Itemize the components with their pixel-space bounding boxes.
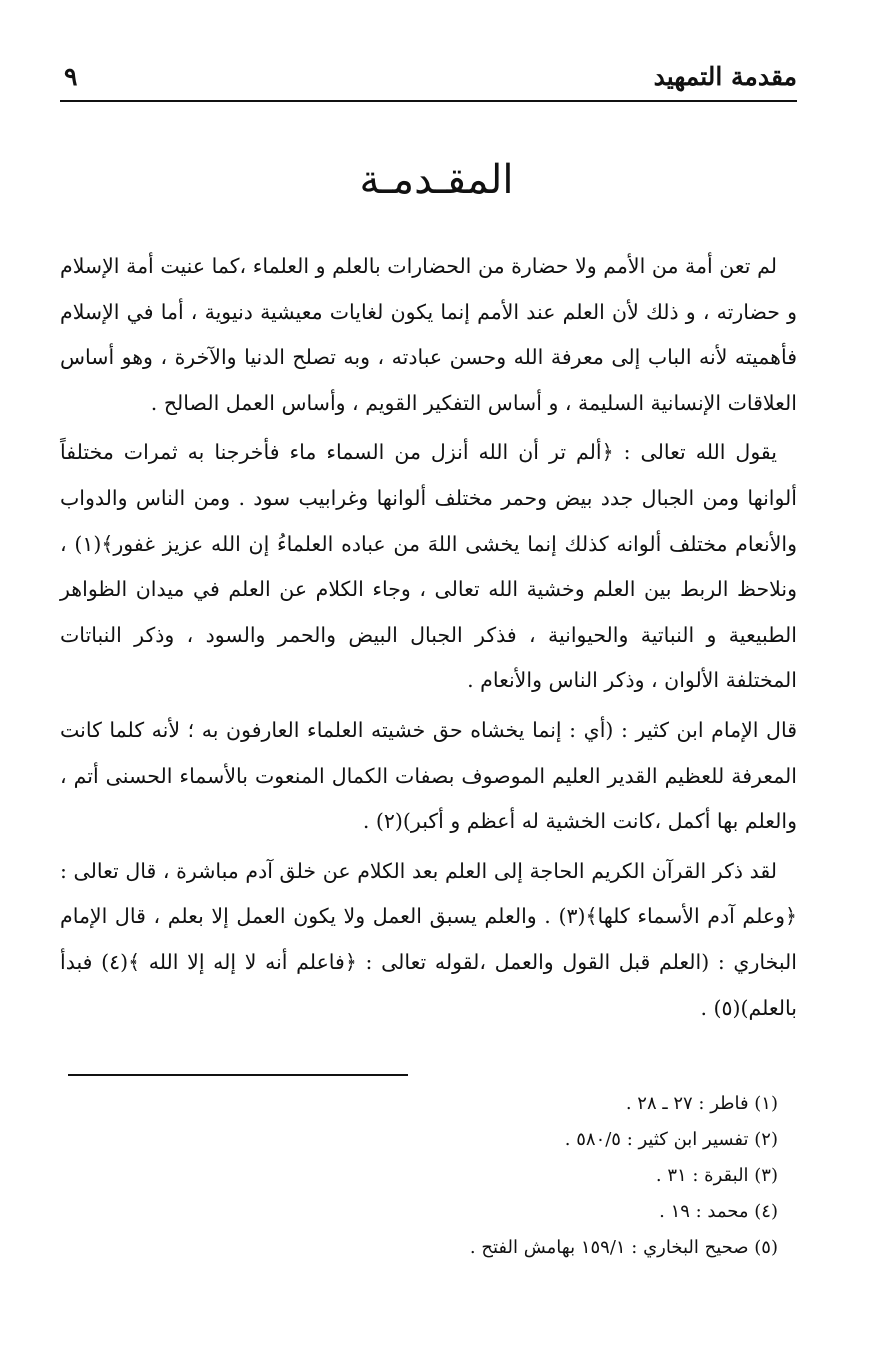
paragraph-3: قال الإمام ابن كثير : (أي : إنما يخشاه حق خشيته العلماء العارفون به ؛ لأنه كلما كانت المعرفة للعظيم القدير العليم الموصوف بصفات الكمال المنعوت بالأسماء الحسنى أتم ، والعلم بها أكمل ،كانت الخشية له أعظم و أكبر)(٢) . — [60, 717, 797, 834]
footnotes — [358, 1086, 778, 1266]
body-text — [60, 244, 797, 1035]
page-number: ٩ — [64, 62, 78, 91]
paragraph-2: يقول الله تعالى : ﴿ألم تر أن الله أنزل من السماء ماء فأخرجنا به ثمرات مختلفاً ألوانها ومن الجبال جدد بيض وحمر مختلف ألوانها وغرابيب سود . ومن الناس والدواب والأنعام مختلف ألوانه كذلك إنما يخشى اللهَ من عباده العلماءُ إن الله عزيز غفور﴾(١) ، ونلاحظ الربط بين العلم وخشية الله تعالى ، وجاء الكلام عن العلم في ميدان الظواهر الطبيعية و النباتية والحيوانية ، فذكر الجبال البيض والحمر والسود ، وذكر النباتات المختلفة الألوان ، وذكر الناس والأنعام . — [60, 440, 797, 693]
footnote-3: (٣) البقرة : ٣١ . — [655, 1165, 778, 1186]
paragraph-4: لقد ذكر القرآن الكريم الحاجة إلى العلم بعد الكلام عن خلق آدم مباشرة ، قال تعالى : ﴿وعلم آدم الأسماء كلها﴾(٣) . والعلم يسبق العمل ولا يكون العمل إلا بعلم ، قال الإمام البخاري : (العلم قبل القول والعمل ،لقوله تعالى : ﴿فاعلم أنه لا إله إلا الله ﴾(٤) فبدأ بالعلم)(٥) . — [60, 858, 797, 1020]
footnote-4: (٤) محمد : ١٩ . — [659, 1201, 778, 1222]
footnote-5: (٥) صحيح البخاري : ١٥٩/١ بهامش الفتح . — [469, 1237, 778, 1258]
chapter-title: المقـدمـة — [359, 157, 514, 203]
running-header — [60, 56, 797, 102]
footnote-1: (١) فاطر : ٢٧ ـ ٢٨ . — [625, 1093, 778, 1114]
paragraph-1: لم تعن أمة من الأمم ولا حضارة من الحضارات بالعلم و العلماء ،كما عنيت أمة الإسلام و حضارته ، و ذلك لأن العلم عند الأمم إنما يكون لغايات معيشية دنيوية ، أما في الإسلام فأهميته لأنه الباب إلى معرفة الله وحسن عبادته ، وبه تصلح الدنيا والآخرة ، وهو أساس العلاقات الإنسانية السليمة ، و أساس التفكير القويم ، وأساس العمل الصالح . — [60, 254, 797, 415]
footnote-2: (٢) تفسير ابن كثير : ٥٨٠/٥ . — [564, 1129, 778, 1150]
running-title: مقدمة التمهيد — [653, 62, 797, 91]
footnote-divider — [68, 1074, 408, 1076]
